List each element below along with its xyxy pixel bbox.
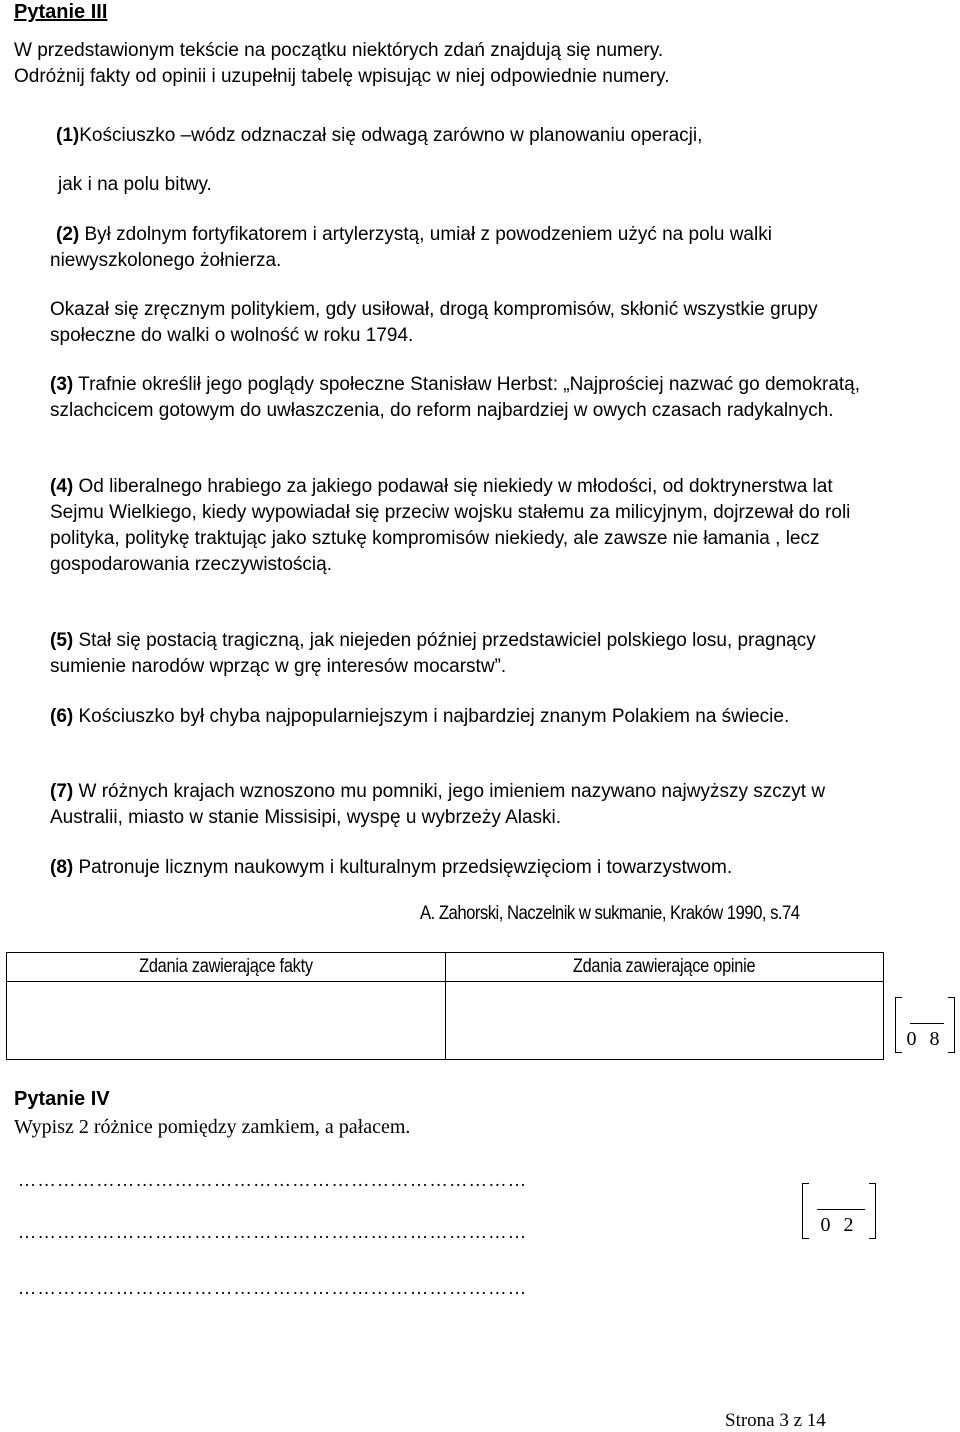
opinions-column-header: Zdania zawierające opinie [445,953,884,982]
sentence-3 [50,372,880,424]
answer-table [6,952,884,1060]
opinions-answer-cell[interactable] [445,982,884,1060]
sentence-number: (2) [56,224,80,245]
sentence-1 [56,123,896,149]
sentence-unnumbered [50,297,830,349]
sentence-8 [50,855,910,881]
page-number: Strona 3 z 14 [725,1410,826,1431]
sentence-6 [50,704,870,730]
sentence-2 [50,222,880,274]
facts-column-header: Zdania zawierające fakty [7,953,446,982]
sentence-text: Kościuszko –wódz odznaczał się odwagą zarówno w planowaniu operacji, [79,125,703,146]
answer-line-3[interactable]: …………………………………………………………………… [18,1278,528,1298]
instructions-line-1: W przedstawionym tekście na początku niektórych zdań znajdują się numery. [14,40,664,61]
sentence-text: W różnych krajach wznoszono mu pomniki, jego imieniem nazywano najwyższy szczyt w Australii, miasto w stanie Missisipi, wyspę u wybrzeży Alaski. [50,781,826,828]
sentence-number: (8) [50,857,74,878]
sentence-number: (7) [50,781,74,802]
sentence-text: Okazał się zręcznym politykiem, gdy usiłował, drogą kompromisów, skłonić wszystkie grupy społeczne do walki o wolność w roku 1794. [50,299,818,346]
facts-answer-cell[interactable] [7,982,446,1060]
instructions-line-2: Odróżnij fakty od opinii i uzupełnij tabelę wpisując w niej odpowiednie numery. [14,66,670,87]
sentence-text: Stał się postacią tragiczną, jak niejeden później przedstawiciel polskiego losu, pragnący sumienie narodów wprząc w grę interesów mocarstw”. [50,630,816,677]
sentence-4 [50,474,885,578]
question-3-title: Pytanie III [14,1,108,23]
score-max: 0 8 [906,1028,944,1050]
sentence-5 [50,628,885,680]
sentence-text: Od liberalnego hrabiego za jakiego podawał się niekiedy w młodości, od doktrynerstwa lat Sejmu Wielkiego, kiedy wypowiadał się przeciw wojsku stałemu za milicyjnym, dojrzewał do roli polityka, politykę traktując jako sztukę kompromisów niekiedy, ale zawsze nie łamania , lecz gospodarowania rzeczywistością. [50,476,851,575]
sentence-7 [50,779,890,831]
sentence-number: (4) [50,476,74,497]
answer-line-2[interactable]: …………………………………………………………………… [18,1222,528,1242]
sentence-text: Był zdolnym fortyfikatorem i artylerzystą, umiał z powodzeniem użyć na polu walki niewyszkolonego żołnierza. [50,224,772,271]
sentence-text: Trafnie określił jego poglądy społeczne Stanisław Herbst: „Najprościej nazwać go demokratą, szlachcicem gotowym do uwłaszczenia, do reform najbardziej w owych czasach radykalnych. [50,374,861,421]
source-citation: A. Zahorski, Naczelnik w sukmanie, Kraków 1990, s.74 [420,903,800,924]
question-4-instructions: Wypisz 2 różnice pomiędzy zamkiem, a pałacem. [14,1116,411,1138]
score-max: 0 2 [820,1214,858,1236]
question-4-title: Pytanie IV [14,1088,110,1110]
sentence-text: Patronuje licznym naukowym i kulturalnym przedsięwzięciom i towarzystwom. [73,857,733,878]
question-3-instructions [14,38,914,90]
answer-line-1[interactable]: …………………………………………………………………… [18,1170,528,1190]
score-box-q4 [802,1183,876,1239]
sentence-number: (1) [56,125,80,146]
sentence-number: (6) [50,706,74,727]
sentence-number: (3) [50,374,74,395]
sentence-number: (5) [50,630,74,651]
score-box-q3 [895,997,955,1053]
sentence-1-continued: jak i na polu bitwy. [58,174,212,195]
sentence-text: Kościuszko był chyba najpopularniejszym i najbardziej znanym Polakiem na świecie. [73,706,790,727]
